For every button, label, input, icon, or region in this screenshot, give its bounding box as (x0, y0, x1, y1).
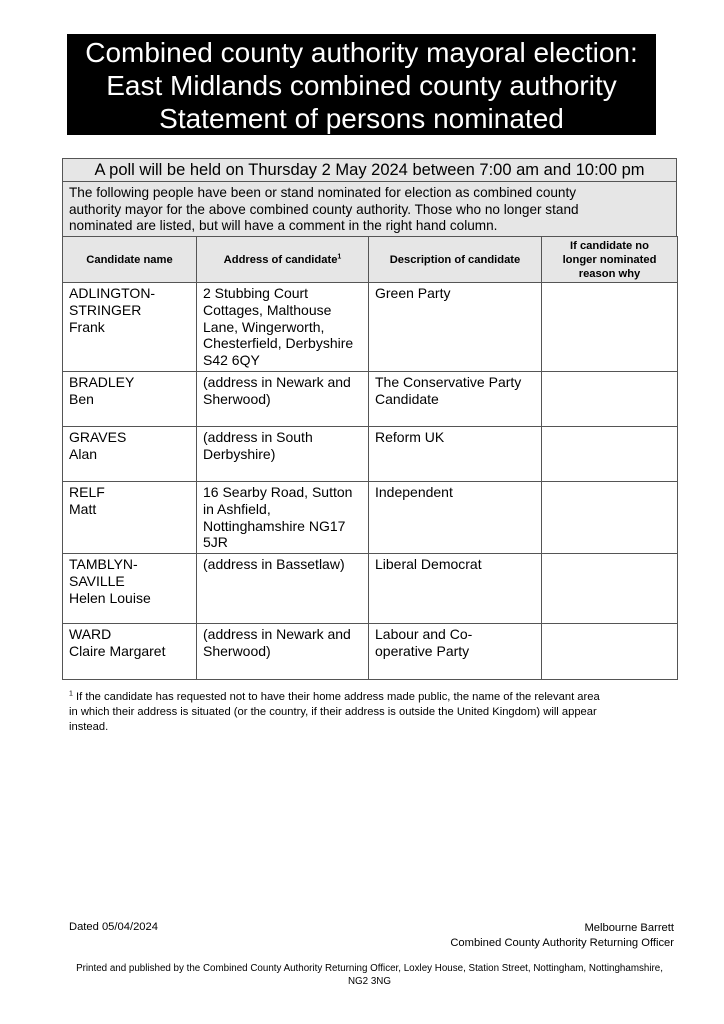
title-line: Combined county authority mayoral election: (85, 37, 638, 68)
candidate-name-line: Claire Margaret (69, 642, 166, 659)
candidate-description-cell (369, 554, 542, 624)
candidate-address-line: 16 Searby Road, Sutton (203, 483, 353, 500)
candidate-address-cell (197, 371, 369, 426)
candidate-name-cell (63, 283, 197, 372)
header-description: Description of candidate (369, 237, 542, 283)
imprint-line: Printed and published by the Combined County Authority Returning Officer, Loxley House, Station Street, Nottingham, Nottinghamshire, (76, 963, 663, 974)
candidate-name-line: WARD (69, 626, 112, 643)
imprint-line: NG2 3NG (347, 976, 391, 987)
candidate-address-line: (address in South (203, 428, 313, 445)
candidate-address-cell (197, 624, 369, 680)
candidate-name-line: Alan (69, 445, 98, 462)
candidate-address-line: Lane, Wingerworth, (203, 318, 325, 335)
footnote-mark: 1 (337, 252, 342, 260)
candidate-name-cell (63, 554, 197, 624)
candidate-reason-cell (542, 481, 678, 553)
candidate-description-cell (369, 624, 542, 680)
candidate-name-line: SAVILLE (69, 572, 125, 589)
table-header-row (63, 237, 678, 283)
candidate-name-line: GRAVES (69, 428, 127, 445)
header-candidate-name: Candidate name (63, 237, 197, 283)
header-reason-line: reason why (578, 267, 641, 280)
footnote-line: instead. (69, 721, 109, 733)
candidate-address-line: 2 Stubbing Court (203, 285, 309, 301)
imprint (62, 962, 677, 988)
notice-box (62, 158, 677, 238)
candidate-description-cell (369, 481, 542, 553)
candidate-name-line: Matt (69, 500, 97, 517)
returning-officer (450, 921, 674, 951)
header-address-label: Address of candidate (223, 253, 338, 266)
candidate-reason-cell (542, 426, 678, 481)
candidate-description-line: Independent (375, 483, 453, 500)
header-reason-line: If candidate no (570, 239, 649, 252)
candidate-name-cell (63, 624, 197, 680)
intro-line: nominated are listed, but will have a comment in the right hand column. (69, 218, 498, 233)
candidate-description-cell (369, 426, 542, 481)
footnote-line: in which their address is situated (or the country, if their address is outside the United Kingdom) will appear (69, 706, 597, 718)
candidate-address-cell (197, 481, 369, 553)
candidate-name-line: BRADLEY (69, 373, 135, 390)
poll-statement: A poll will be held on Thursday 2 May 2024 between 7:00 am and 10:00 pm (63, 159, 677, 182)
candidate-description-cell (369, 371, 542, 426)
candidate-reason-cell (542, 554, 678, 624)
document-title (67, 34, 656, 135)
footnote-mark: 1 (69, 690, 73, 698)
candidate-name-cell (63, 481, 197, 553)
candidate-name-line: STRINGER (69, 301, 142, 318)
candidate-address-cell (197, 554, 369, 624)
candidate-address-line: 5JR (203, 534, 228, 551)
header-address (197, 237, 369, 283)
candidate-address-line: S42 6QY (203, 352, 260, 369)
officer-name: Melbourne Barrett (584, 922, 674, 934)
table-row (63, 283, 678, 372)
table-row (63, 371, 678, 426)
candidate-description-line: Candidate (375, 390, 439, 407)
candidate-address-line: (address in Bassetlaw) (203, 556, 345, 573)
candidate-description-line: operative Party (375, 642, 470, 659)
intro-text (63, 182, 677, 238)
title-line: Statement of persons nominated (159, 103, 564, 134)
candidate-description-line: Liberal Democrat (375, 556, 482, 573)
candidate-name-line: TAMBLYN- (69, 556, 138, 573)
candidate-address-line: Cottages, Malthouse (203, 301, 332, 318)
candidate-name-cell (63, 426, 197, 481)
candidate-reason-cell (542, 624, 678, 680)
candidate-name-line: Ben (69, 390, 94, 407)
candidate-name-line: RELF (69, 483, 105, 500)
candidate-reason-cell (542, 283, 678, 372)
footnote-text: If the candidate has requested not to have their home address made public, the name of the relevant area (72, 691, 600, 703)
candidate-description-line: Green Party (375, 285, 451, 301)
title-line: East Midlands combined county authority (106, 70, 617, 101)
candidate-address-line: Derbyshire) (203, 445, 276, 462)
table-row (63, 426, 678, 481)
candidate-address-line: Chesterfield, Derbyshire (203, 335, 354, 352)
candidate-address-line: (address in Newark and (203, 626, 351, 643)
candidate-address-line: Nottinghamshire NG17 (203, 517, 346, 534)
candidate-name-line: Frank (69, 318, 105, 335)
header-reason-line: longer nominated (562, 253, 657, 266)
candidate-description-line: Labour and Co- (375, 626, 473, 643)
footnote (69, 690, 669, 735)
candidate-description-line: Reform UK (375, 428, 445, 445)
intro-line: authority mayor for the above combined county authority. Those who no longer stand (69, 201, 579, 217)
candidates-table (62, 236, 678, 680)
table-row (63, 624, 678, 680)
candidate-description-line: The Conservative Party (375, 373, 522, 390)
table-row (63, 554, 678, 624)
candidate-address-cell (197, 426, 369, 481)
candidate-address-line: Sherwood) (203, 390, 271, 407)
intro-line: The following people have been or stand nominated for election as combined county (69, 185, 577, 200)
date-statement: Dated 05/04/2024 (69, 921, 158, 933)
candidate-name-line: Helen Louise (69, 589, 151, 606)
candidate-description-cell (369, 283, 542, 372)
officer-title: Combined County Authority Returning Officer (450, 937, 674, 949)
candidate-reason-cell (542, 371, 678, 426)
candidate-name-cell (63, 371, 197, 426)
candidate-address-line: in Ashfield, (203, 500, 271, 517)
table-row (63, 481, 678, 553)
candidate-address-cell (197, 283, 369, 372)
candidate-address-line: Sherwood) (203, 642, 271, 659)
footnote-line (69, 690, 669, 705)
candidate-address-line: (address in Newark and (203, 373, 351, 390)
candidate-name-line: ADLINGTON- (69, 285, 156, 301)
header-reason (542, 237, 678, 283)
